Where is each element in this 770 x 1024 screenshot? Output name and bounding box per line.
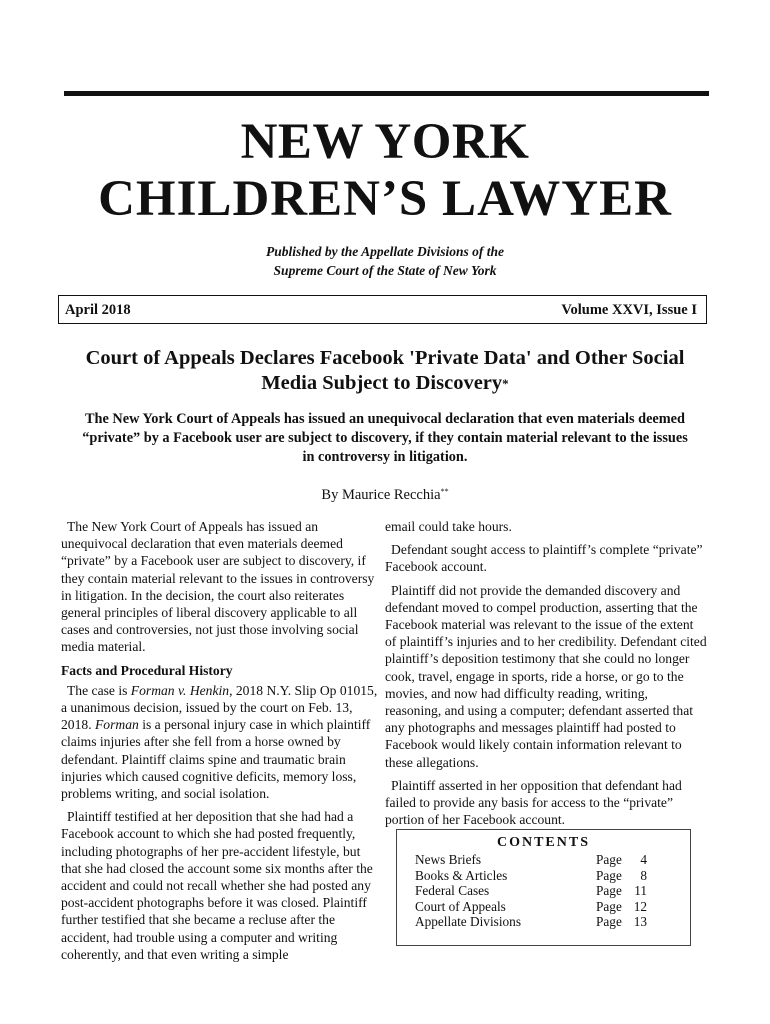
- deck-line3: in controversy in litigation.: [302, 449, 468, 465]
- byline: [0, 487, 770, 504]
- contents-list: [397, 852, 690, 930]
- contents-item-label: Court of Appeals: [415, 898, 506, 914]
- article-paragraph: Plaintiff testified at her deposition that she had had a Facebook account to which she had posted frequently, including photographs of her pre-accident lifestyle, but that she had closed the account some six months after the accident and could not recall whether she had posted any post-accident photographs before it was closed. Plaintiff further testified that she became a recluse after the accident, had trouble using a computer and writing coherently, and that even writing a simple: [61, 809, 373, 962]
- contents-item-page-word: Page: [596, 852, 622, 867]
- article-column-right: [385, 518, 707, 834]
- contents-title: CONTENTS: [496, 835, 591, 850]
- issue-date: April 2018: [65, 302, 131, 318]
- headline-line1: Court of Appeals Declares Facebook 'Private Data' and Other Social: [85, 347, 685, 369]
- contents-item-label: Federal Cases: [415, 883, 490, 898]
- article-paragraph: [61, 682, 380, 802]
- contents-item-label: Books & Articles: [415, 867, 508, 883]
- contents-item-page-word: Page: [596, 867, 622, 883]
- article-deck: [55, 410, 715, 467]
- contents-item-label: News Briefs: [415, 852, 482, 867]
- deck-line2: “private” by a Facebook user are subject to discovery, if they contain material relevant to the issues: [82, 430, 688, 446]
- contents-item-page-number: 8: [640, 867, 647, 883]
- headline-line2: [60, 371, 710, 396]
- headline-footnote-mark: *: [502, 376, 509, 391]
- issue-volume: Volume XXVI, Issue I: [561, 302, 697, 318]
- contents-item[interactable]: [397, 883, 690, 899]
- contents-item-label: Appellate Divisions: [415, 914, 521, 929]
- case-name: Forman: [94, 717, 139, 733]
- contents-item-page-word: Page: [596, 883, 622, 898]
- article-paragraph: Plaintiff asserted in her opposition that defendant had failed to provide any basis for access to the “private” portion of her Facebook account.: [385, 777, 682, 828]
- article-paragraph: Defendant sought access to plaintiff’s complete “private” Facebook account.: [385, 542, 703, 575]
- contents-item[interactable]: [397, 852, 690, 868]
- masthead-top-rule: [64, 91, 709, 96]
- publisher-line1: Published by the Appellate Divisions of the: [266, 244, 504, 259]
- contents-item-page-number: 12: [633, 898, 647, 914]
- contents-item-page-number: 11: [634, 883, 647, 898]
- headline-line2-text: Media Subject to Discovery: [261, 372, 503, 394]
- article-headline: [60, 346, 710, 396]
- byline-text: By Maurice Recchia: [321, 487, 441, 503]
- article-paragraph: Plaintiff did not provide the demanded discovery and defendant moved to compel production, asserting that the Facebook material was relevant to the issue of the extent of plaintiff’s injuries and to her credibility. Defendant cited plaintiff’s deposition testimony that she could no longer cook, travel, engage in sports, ride a horse, or go to the movies, and now had difficulty reading, writing, reasoning, and using a computer; defendant asserted that any photographs and messages plaintiff had posted to Facebook would likely contain information relevant to these allegations.: [385, 582, 707, 770]
- contents-item-page-word: Page: [596, 914, 622, 929]
- publisher-line2: Supreme Court of the State of New York: [273, 263, 497, 278]
- section-heading: Facts and Procedural History: [61, 662, 233, 678]
- article-column-left: [61, 518, 380, 969]
- byline-footnote-mark: **: [440, 487, 449, 496]
- issue-bar: [58, 295, 707, 324]
- table-of-contents: [396, 829, 691, 946]
- contents-item[interactable]: [397, 914, 690, 930]
- masthead-title-line2: CHILDREN’S LAWYER: [98, 171, 672, 227]
- paragraph-text: is a personal injury case in which plaintiff claims injuries after she fell from a horse owned by defendant. Plaintiff claims spine and traumatic brain injuries which caused cognitive deficits, memory loss, problems writing, and social isolation.: [61, 717, 371, 802]
- contents-item-page-number: 13: [633, 914, 647, 929]
- contents-item-page-number: 4: [640, 852, 647, 867]
- contents-item-page-word: Page: [596, 898, 622, 914]
- masthead-title-line1: NEW YORK: [240, 114, 530, 170]
- paragraph-text: The case is: [67, 682, 131, 698]
- case-name: Forman v. Henkin: [130, 682, 230, 698]
- deck-line1: The New York Court of Appeals has issued an unequivocal declaration that even materials deemed: [85, 411, 685, 427]
- publisher-note: [0, 242, 770, 280]
- contents-item[interactable]: [397, 868, 690, 884]
- article-paragraph-continued: email could take hours.: [385, 519, 512, 534]
- contents-item[interactable]: [397, 899, 690, 915]
- paragraph-text: , 2018 N.Y. Slip Op 01015, a unanimous decision, issued by the court on Feb. 13, 2018.: [61, 682, 378, 733]
- article-paragraph: The New York Court of Appeals has issued an unequivocal declaration that even materials deemed “private” by a Facebook user are subject to discovery, if they contain material relevant to the issues in controversy in litigation. In the decision, the court also reiterates general principles of liberal discovery applicable to all cases and controversies, not just those involving social media material.: [61, 519, 375, 655]
